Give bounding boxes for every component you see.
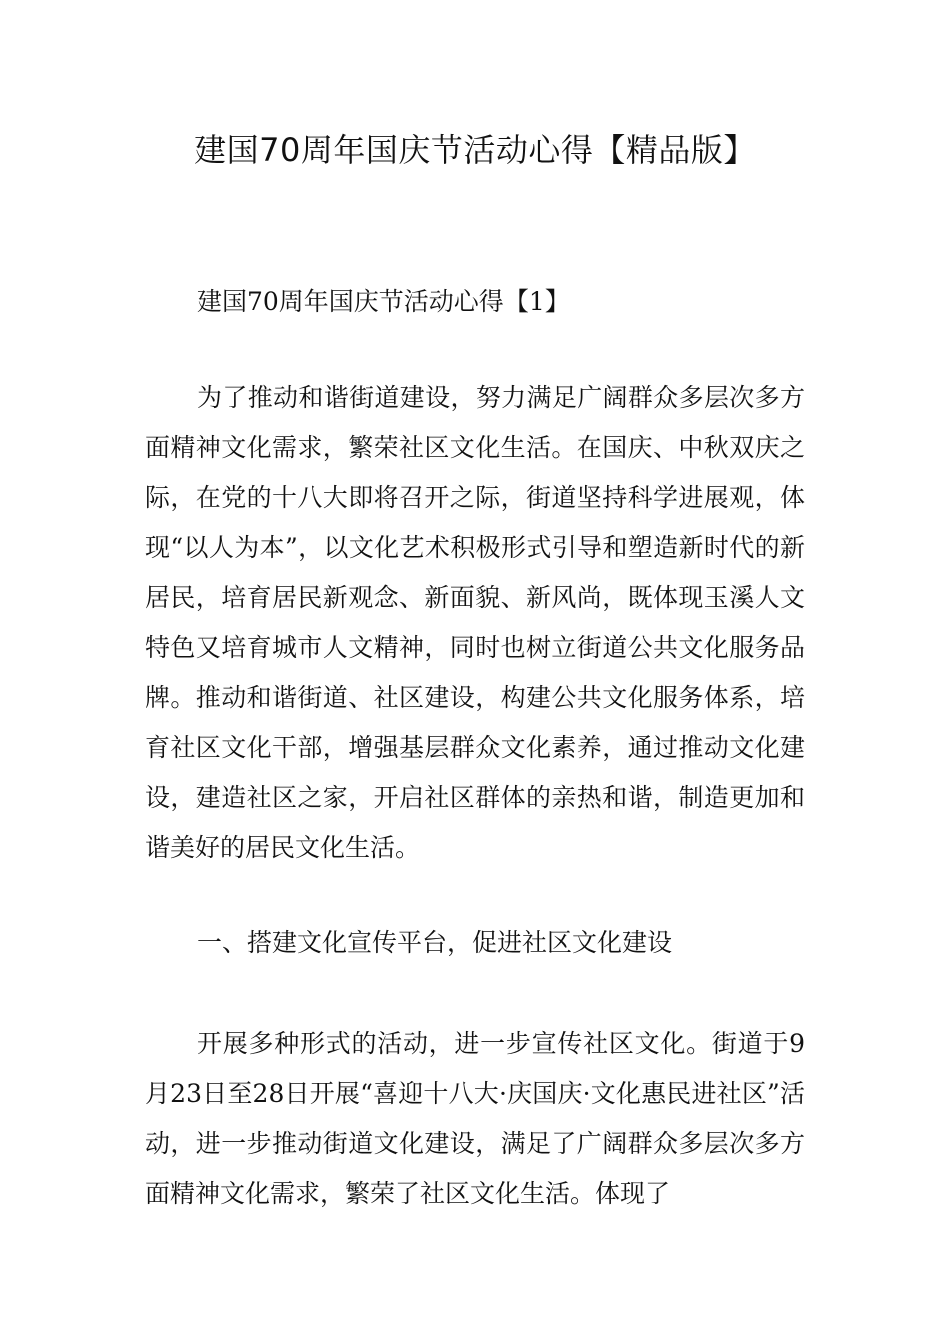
section-heading: 建国70周年国庆节活动心得【1】: [197, 287, 570, 316]
document-title: 建国70周年国庆节活动心得【精品版】: [194, 131, 756, 169]
section-heading: 一、搭建文化宣传平台，促进社区文化建设: [197, 928, 673, 957]
body-paragraph: 开展多种形式的活动，进一步宣传社区文化。街道于9月23日至28日开展“喜迎十八大·庆国庆·文化惠民进社区”活动，进一步推动街道文化建设，满足了广阔群众多层次多方面精神文化需求，繁荣了社区文化生活。体现了: [145, 1029, 805, 1208]
body-paragraph: 为了推动和谐街道建设，努力满足广阔群众多层次多方面精神文化需求，繁荣社区文化生活。在国庆、中秋双庆之际，在党的十八大即将召开之际，街道坚持科学进展观，体现“以人为本”，以文化艺术积极形式引导和塑造新时代的新居民，培育居民新观念、新面貌、新风尚，既体现玉溪人文特色又培育城市人文精神，同时也树立街道公共文化服务品牌。推动和谐街道、社区建设，构建公共文化服务体系，培育社区文化干部，增强基层群众文化素养，通过推动文化建设，建造社区之家，开启社区群体的亲热和谐，制造更加和谐美好的居民文化生活。: [145, 383, 805, 862]
